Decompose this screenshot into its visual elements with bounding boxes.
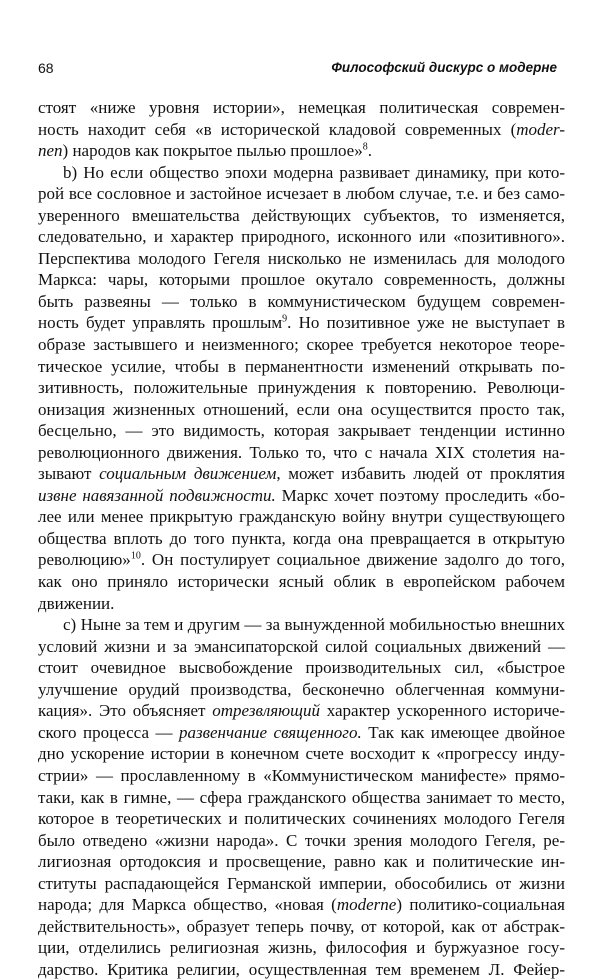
text-line [38, 743, 565, 765]
text-segment: c) Ныне за тем и другим — за вынужденной мобильностью внешних [63, 615, 565, 635]
text-line [38, 916, 565, 938]
text-line [38, 528, 565, 550]
text-segment: b) Но если общество эпохи модерна развивает динамику, при кото- [63, 162, 565, 182]
text-segment: лигиозная ортодоксия и просвещение, равно как и политические ин- [38, 852, 565, 872]
italic-text: nen [38, 141, 63, 161]
text-line [38, 937, 565, 959]
text-line [38, 679, 565, 701]
text-line [38, 787, 565, 809]
italic-text: отрезвляющий [212, 701, 320, 721]
text-segment: , может избавить людей от проклятия [276, 464, 566, 484]
text-segment: Так как имеющее двойное [361, 722, 566, 742]
text-segment: общества вплоть до того пункта, когда она превращается в открытую [38, 528, 565, 548]
text-segment: стоит очевидное высвобождение производительных сил, «быстрое [38, 658, 565, 678]
text-line [38, 442, 565, 464]
text-segment: ) политико-социальная [396, 895, 565, 915]
text-segment: бесцельно, — это видимость, которая закрывает тенденции истинно [38, 421, 565, 441]
text-line [38, 119, 565, 141]
text-line [38, 808, 565, 830]
text-line [38, 162, 565, 184]
text-line [38, 506, 565, 528]
text-line [38, 722, 565, 744]
text-line [38, 614, 565, 636]
text-segment: кация». Это объясняет [38, 701, 213, 721]
text-segment: дарство. Критика религии, осуществленная тем временем Л. Фейер- [38, 959, 565, 979]
text-line [38, 894, 565, 916]
text-segment: уверенного вмешательства действующих субъектов, то изменяется, [38, 205, 565, 225]
text-line [38, 700, 565, 722]
text-line [38, 593, 565, 615]
page-number: 68 [38, 60, 54, 76]
text-line [38, 140, 565, 162]
text-segment: образе застывшего и неизменного; скорее требуется некоторое теоре- [38, 335, 565, 355]
text-segment: Перспектива молодого Гегеля нисколько не изменилась для молодого [38, 248, 565, 268]
text-segment: ституты распадающейся Германской империи, обособились от жизни [38, 873, 565, 893]
page-header [38, 60, 565, 80]
text-line [38, 269, 565, 291]
text-line [38, 183, 565, 205]
text-line [38, 549, 565, 571]
text-line [38, 636, 565, 658]
text-line [38, 205, 565, 227]
text-segment: лее или менее прикрытую гражданскую войну внутри существующего [38, 507, 565, 527]
text-segment: действительность», образует теперь почву, от которой, как от абстрак- [38, 916, 565, 936]
text-segment: быть развеяны — только в коммунистическом будущем современ- [38, 291, 565, 311]
text-line [38, 765, 565, 787]
text-segment: зитивность, положительные принуждения к повторению. Революци- [38, 378, 565, 398]
italic-text: извне навязанной подвижности. [38, 485, 276, 505]
text-segment: онизация жизненных отношений, если она осуществится просто так, [38, 399, 565, 419]
footnote-ref: 10 [130, 550, 141, 562]
text-line [38, 657, 565, 679]
text-segment: следовательно, и характер природного, исконного или «позитивного». [38, 227, 565, 247]
text-segment: движении. [38, 593, 115, 613]
text-line [38, 334, 565, 356]
text-segment: стоят «ниже уровня истории», немецкая политическая современ- [38, 98, 565, 117]
text-line [38, 420, 565, 442]
text-segment: дно ускорение истории в конечном счете восходит к «прогрессу инду- [38, 744, 565, 764]
footnote-ref: 9 [282, 313, 288, 325]
text-segment: . [367, 141, 372, 161]
text-line [38, 226, 565, 248]
text-segment: которое в теоретических и политических сочинениях молодого Гегеля [38, 809, 565, 829]
text-segment: Маркс хочет поэтому проследить «бо- [275, 485, 565, 505]
text-line [38, 463, 565, 485]
text-segment: стрии» — прославленному в «Коммунистическом манифесте» прямо- [38, 765, 565, 785]
text-line [38, 248, 565, 270]
text-line [38, 485, 565, 507]
body-text [38, 97, 565, 980]
text-segment: рой все сословное и застойное исчезает в любом случае, т.е. и без само- [38, 184, 565, 204]
footnote-ref: 8 [362, 141, 368, 153]
text-line [38, 851, 565, 873]
text-segment: ность будет управлять прошлым [38, 313, 283, 333]
text-segment: улучшение орудий производства, бесконечно облегченная коммуни- [38, 679, 565, 699]
text-line [38, 291, 565, 313]
text-segment: ность находит себя «в исторической кладовой современных ( [38, 119, 517, 139]
text-line [38, 312, 565, 334]
text-segment: характер ускоренного историче- [319, 701, 566, 721]
text-line [38, 356, 565, 378]
text-segment: ского процесса — [38, 722, 179, 742]
text-segment: ции, отделились религиозная жизнь, философия и буржуазное госу- [38, 938, 565, 958]
text-line [38, 873, 565, 895]
italic-text: moder- [516, 119, 565, 139]
text-segment: Маркса: чары, которыми прошлое окутало современность, должны [38, 270, 565, 290]
text-segment: как оно приняло исторически ясный облик в европейском рабочем [38, 572, 565, 592]
text-segment: условий жизни и за эмансипаторской силой социальных движений — [38, 636, 565, 656]
text-segment: тическое усилие, чтобы в перманентности изменений открывать по- [38, 356, 565, 376]
italic-text: moderne [336, 895, 397, 915]
text-line [38, 399, 565, 421]
text-segment: . Он постулирует социальное движение задолго до того, [140, 550, 565, 570]
text-line [38, 959, 565, 980]
text-line [38, 97, 565, 119]
running-title: Философский дискурс о модерне [331, 60, 557, 75]
text-segment: зывают [38, 464, 100, 484]
text-line [38, 377, 565, 399]
text-segment: таки, как в гимне, — сфера гражданского общества занимает то место, [38, 787, 565, 807]
text-segment: было отведено «жизни народа». С точки зрения молодого Гегеля, ре- [38, 830, 565, 850]
italic-text: развенчание священного. [178, 722, 362, 742]
text-segment: народа; для Маркса общество, «новая ( [38, 895, 337, 915]
text-segment: революционного движения. Только то, что с начала XIX столетия на- [38, 442, 565, 462]
text-line [38, 571, 565, 593]
text-segment: революцию» [38, 550, 131, 570]
text-line [38, 830, 565, 852]
text-segment: . Но позитивное уже не выступает в [287, 313, 565, 333]
text-segment: ) народов как покрытое пылью прошлое» [62, 141, 363, 161]
italic-text: социальным движением [99, 464, 277, 484]
